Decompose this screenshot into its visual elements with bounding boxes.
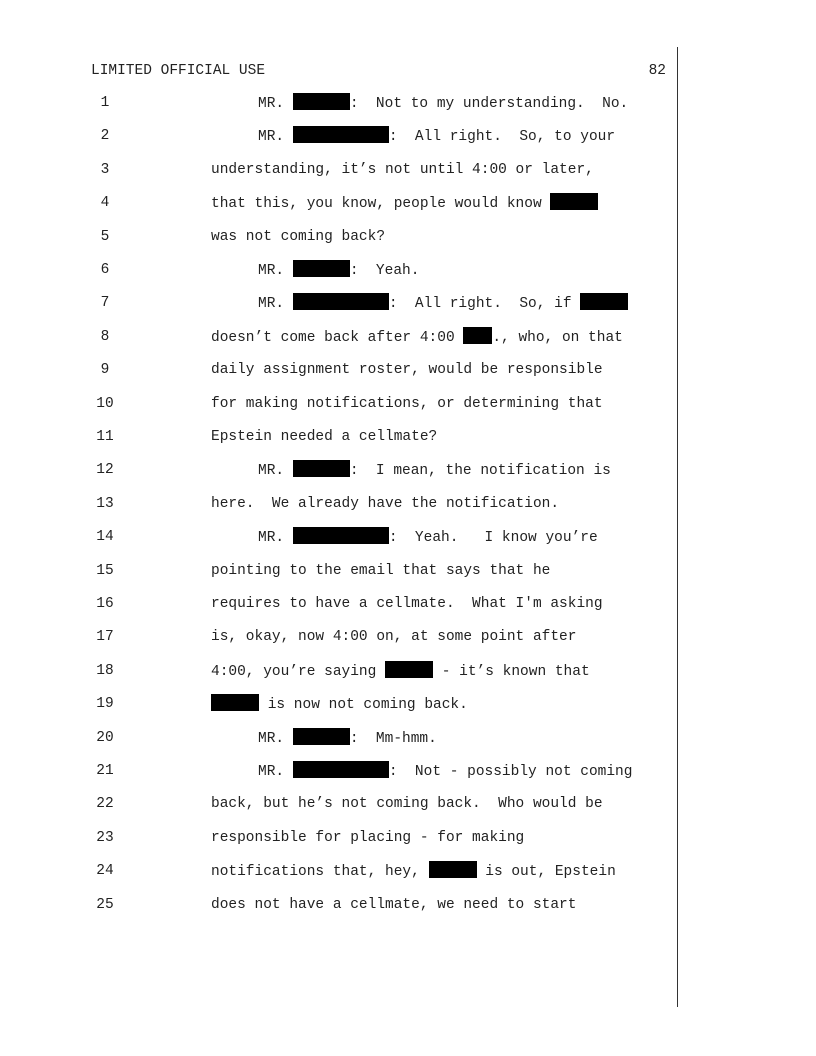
line-text bbox=[211, 360, 603, 380]
line-number: 13 bbox=[96, 495, 114, 512]
line-text bbox=[258, 460, 611, 481]
line-text bbox=[211, 594, 603, 614]
text-segment: is now not coming back. bbox=[259, 697, 468, 714]
text-segment: MR. bbox=[258, 764, 293, 780]
text-segment: responsible for placing - for making bbox=[211, 829, 525, 846]
text-segment: pointing to the email that says that he bbox=[211, 562, 551, 579]
text-segment: is out, Epstein bbox=[476, 864, 616, 881]
line-number: 12 bbox=[96, 462, 114, 479]
line-number: 23 bbox=[96, 829, 114, 846]
text-segment: : Not to my understanding. No. bbox=[349, 96, 629, 112]
line-text bbox=[211, 895, 576, 915]
redaction-block bbox=[550, 193, 598, 210]
line-number: 21 bbox=[96, 763, 114, 779]
line-number: 8 bbox=[100, 328, 110, 345]
text-segment: : All right. So, if bbox=[388, 296, 581, 313]
line-number: 10 bbox=[96, 395, 114, 412]
text-segment: understanding, it’s not until 4:00 or later, bbox=[211, 161, 594, 178]
redaction-block bbox=[293, 761, 389, 778]
redaction-block bbox=[293, 728, 350, 745]
line-number: 19 bbox=[96, 696, 114, 713]
text-segment: daily assignment roster, would be responsible bbox=[211, 362, 603, 379]
redaction-block bbox=[293, 527, 389, 544]
text-segment: : Mm-hmm. bbox=[349, 730, 437, 747]
line-number: 24 bbox=[96, 863, 114, 880]
text-segment: ., who, on that bbox=[492, 329, 623, 346]
line-number: 2 bbox=[100, 128, 110, 145]
text-segment: 4:00, you’re saying bbox=[211, 663, 386, 680]
text-segment: here. We already have the notification. bbox=[211, 495, 560, 512]
text-segment: requires to have a cellmate. What I'm asking bbox=[211, 596, 603, 612]
text-segment: - it’s known that bbox=[433, 663, 590, 680]
line-text bbox=[211, 661, 590, 682]
redaction-block bbox=[293, 93, 350, 110]
line-number: 22 bbox=[96, 796, 114, 813]
line-text bbox=[211, 794, 603, 814]
text-segment: MR. bbox=[258, 129, 293, 146]
line-text bbox=[211, 193, 598, 214]
line-text bbox=[258, 93, 628, 114]
redaction-block bbox=[580, 293, 628, 310]
line-text bbox=[211, 694, 468, 715]
text-segment: : Not - possibly not coming bbox=[388, 764, 633, 780]
text-segment: MR. bbox=[258, 296, 293, 313]
redaction-block bbox=[211, 694, 259, 711]
line-text bbox=[258, 728, 437, 749]
text-segment: MR. bbox=[258, 96, 293, 112]
line-number: 1 bbox=[100, 95, 110, 111]
text-segment: back, but he’s not coming back. Who would be bbox=[211, 796, 603, 813]
line-number: 25 bbox=[96, 896, 114, 913]
text-segment: : I mean, the notification is bbox=[349, 463, 611, 480]
redaction-block bbox=[293, 260, 350, 277]
line-number: 14 bbox=[96, 529, 114, 546]
line-text bbox=[258, 761, 632, 782]
line-text bbox=[211, 627, 576, 647]
line-number: 18 bbox=[96, 662, 114, 679]
text-segment: MR. bbox=[258, 263, 293, 279]
line-number: 4 bbox=[100, 195, 110, 212]
right-margin-rule bbox=[677, 47, 678, 1007]
line-number: 7 bbox=[100, 295, 110, 312]
text-segment: does not have a cellmate, we need to start bbox=[211, 896, 577, 913]
line-text bbox=[258, 126, 615, 147]
line-text bbox=[211, 394, 603, 414]
redaction-block bbox=[463, 327, 492, 344]
line-number: 20 bbox=[96, 729, 114, 746]
line-number: 9 bbox=[100, 362, 110, 379]
line-text bbox=[211, 828, 524, 848]
text-segment: : Yeah. bbox=[349, 263, 420, 279]
line-text bbox=[211, 861, 616, 882]
line-text bbox=[258, 293, 628, 314]
redaction-block bbox=[385, 661, 433, 678]
text-segment: MR. bbox=[258, 530, 293, 547]
line-text bbox=[211, 494, 559, 514]
text-segment: for making notifications, or determining that bbox=[211, 395, 603, 412]
line-text bbox=[211, 427, 437, 447]
text-segment: MR. bbox=[258, 463, 293, 480]
text-segment: : Yeah. I know you’re bbox=[388, 530, 598, 547]
classification-header: LIMITED OFFICIAL USE bbox=[91, 63, 266, 79]
line-number: 3 bbox=[100, 161, 110, 178]
line-number: 15 bbox=[96, 562, 114, 579]
line-number: 5 bbox=[100, 228, 110, 245]
line-number: 6 bbox=[100, 262, 110, 278]
text-segment: that this, you know, people would know bbox=[211, 196, 551, 213]
line-text bbox=[258, 527, 598, 548]
text-segment: notifications that, hey, bbox=[211, 864, 429, 881]
redaction-block bbox=[293, 126, 389, 143]
text-segment: doesn’t come back after 4:00 bbox=[211, 329, 464, 346]
text-segment: : All right. So, to your bbox=[388, 129, 616, 146]
redaction-block bbox=[429, 861, 477, 878]
line-number: 11 bbox=[96, 429, 114, 445]
line-text bbox=[211, 561, 550, 581]
line-text bbox=[211, 327, 623, 348]
text-segment: MR. bbox=[258, 730, 293, 747]
redaction-block bbox=[293, 460, 350, 477]
line-text bbox=[211, 160, 594, 180]
text-segment: Epstein needed a cellmate? bbox=[211, 429, 438, 445]
line-number: 17 bbox=[96, 629, 114, 646]
page-number: 82 bbox=[648, 63, 666, 79]
text-segment: is, okay, now 4:00 on, at some point after bbox=[211, 629, 577, 646]
line-number: 16 bbox=[96, 596, 114, 612]
redaction-block bbox=[293, 293, 389, 310]
line-text bbox=[258, 260, 419, 281]
text-segment: was not coming back? bbox=[211, 228, 386, 245]
line-text bbox=[211, 227, 385, 247]
